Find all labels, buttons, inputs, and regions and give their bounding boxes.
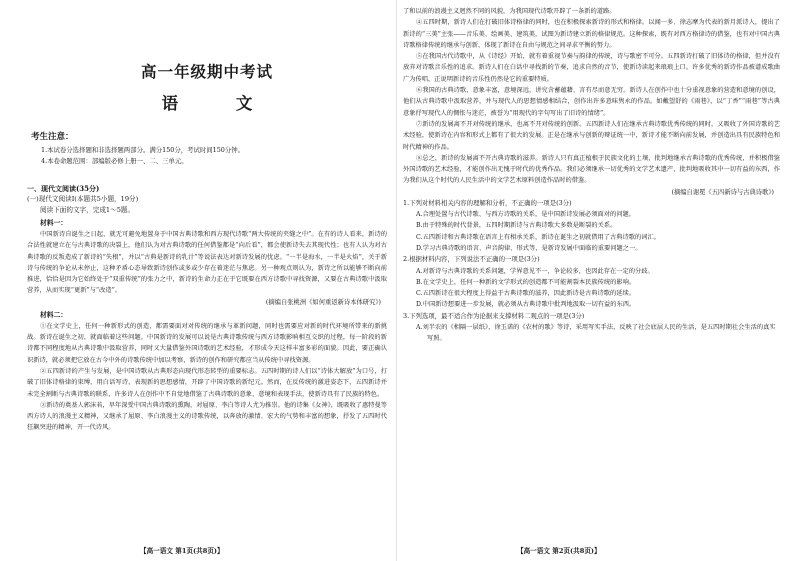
material2-continued: 了和以前的浪漫主义迥然不同的风貌，为我国现代诗歌开辟了一条新的道路。 [403,8,616,15]
reading-instruction: 阅读下面的文字，完成1～5题。 [40,206,135,214]
page-right [397,0,794,561]
notice-item: 1.本试卷分选择题和非选择题两部分。满分150分，考试时间150分钟。 [41,146,245,154]
question-2-option: A.对新诗与古典诗歌的关系问题，学界意见不一，争论较多，也因此存在一定的分歧。 [416,267,654,275]
page-footer: 【高一语文 第1页(共8页)】 [140,547,224,555]
material2-paragraph: ⑧总之，新诗的发展离不开古典诗歌的滋养。新诗人只有真正植根于民族文化的土壤，批判地继承古典诗歌的优秀传统，并积极借鉴外国诗歌的艺术经验，才能创作出无愧于时代的优秀作品。我们必须继承一切优秀的文学艺术遗产，批判地吸收其中一切有益的东西，作为我们从这个时代的人民生活中的文学艺术原料创造作品时的借鉴。 [403,154,780,185]
page-footer: 【高一语文 第2页(共8页)】 [517,547,601,555]
exam-title: 高一年级期中考试 [140,62,273,81]
material1-source: (摘编自张桃洲《如何重返新诗本体研究》) [265,298,381,306]
material1-paragraph: 中国新诗自诞生之日起，就无可避免地置身于中国古典诗歌和西方现代诗歌“两大传统的夹缝之中”。在有的诗人看来，新诗的合法性就建立在与古典诗歌的决裂上，他们认为对古典诗歌的任何借鉴都是“向后看”，都会使新诗失去其现代性；也有人认为对古典诗歌的反叛造成了新诗的“失根”，并以“古典是新诗的乳汁”等说法表达对新诗发展的忧虑。“一半是海水，一半是火焰”，关于新诗与传统的争论从未停止，这种矛盾心态导致新诗创作或多或少存在着迷茫与焦虑。另一种观点则认为，新诗之所以能够不断向前推进，恰恰是因为它始终处于“双重传统”的张力之中，新诗的生命力正在于它既要在西方诗歌中寻找资源，又要在古典诗歌中汲取营养，从而实现“更新”与“改造”。 [27,231,387,295]
section-heading: 一、现代文阅读(35分) [27,184,100,193]
material2-label: 材料二： [40,310,68,319]
question-1-option: C.五四新诗和古典诗歌在语言上有相承关系，新诗在诞生之初就借用了古典诗歌的词汇。 [416,233,661,241]
question-2-option: B.在文学史上，任何一种新的文学形式的创造都不可能割裂本民族传统的影响。 [416,278,636,286]
exam-subject: 语 文 [161,94,279,113]
material2-paragraph: ④五四时期，新诗人们在打破旧体诗格律的同时，也在积极探索新诗的形式和格律。以闻一多、徐志摩为代表的新月派诗人，提出了新诗的“三美”主张——音乐美、绘画美、建筑美，试图为新诗建立新的格律规范。这种探索，既有对西方格律诗的借鉴，也有对中国古典诗歌格律传统的继承与创新，体现了新诗在自由与规范之间寻求平衡的努力。 [403,19,780,49]
material2-paragraph: ①在文学史上，任何一种新形式的创造，都需要面对对传统的继承与革新问题，同时也需要应对新的时代环境所带来的新挑战。新诗在诞生之初，就面临着这些问题。中国新诗的发展可以说是古典诗歌传统与西方诗歌影响相互交织的过程，每一阶段的新诗都不同程度地从古典诗歌中汲取营养，同时又大量借鉴外国诗歌的艺术经验，才形成今天这样丰富多彩的面貌。因此，要正确认识新诗，就必须把它放在古今中外的诗歌传统中加以考察，新诗的创作和研究都应当从传统中寻找资源。 [27,322,387,364]
material2-paragraph: ⑦新诗的发展离不开对传统的继承，也离不开对传统的创新。五四新诗人们在继承古典诗歌优秀传统的同时，又吸收了外国诗歌的艺术经验，使新诗在内容和形式上都有了很大的发展。正是在继承与创新的辩证统一中，新诗才能不断向前发展，并创造出具有民族特色和时代精神的作品。 [403,120,780,151]
question-1-option: A.合理处置与古代诗歌、与西方诗歌的关系，是中国新诗发展必须面对的问题。 [416,211,635,219]
material2-paragraph: ⑤在我国古代诗歌中，从《诗经》开始，就有着重视节奏与韵律的传统，诗与歌密不可分。五四新诗打破了旧体诗的格律，但并没有放弃对诗歌音乐性的追求。新诗人们在白话中寻找新的节奏，追求自然的音节，使新诗读起来琅琅上口。许多优秀的新诗作品被谱成歌曲广为传唱，正说明新诗的音乐性仍然是它的重要特质。 [403,53,780,83]
question-3-option: A.刘半农的《相隔一层纸》，徐玉诺的《农村的歌》等诗，采用写实手法，反映了社会底层人民的生活，是五四时期社会生活的真实写照。 [416,324,776,343]
material2-paragraph: ⑥我国的古典诗歌，意象丰富，意境深远，讲究含蓄蕴藉、言有尽而意无穷。新诗人在创作中也十分重视意象的营造和意境的创设，他们从古典诗歌中汲取营养，并与现代人的思想情感相结合，创作出许多意味隽永的作品。如戴望舒的《雨巷》，以“丁香”“雨巷”等古典意象抒写现代人的惆怅与迷茫，被誉为“用现代的字句写出了旧诗的情绪”。 [403,87,780,117]
subsection-heading: (一)现代文阅读Ⅰ(本题共5小题，19分) [27,195,139,203]
question-2-option: D.中国新诗想要进一步发展，就必须从古典诗歌中批判地汲取一切有益的东西。 [416,301,636,309]
question-1-option: D.学习古典诗歌的语言、声音韵律、形式等，是新诗发展中面临的重要问题之一。 [416,244,642,252]
notice-item: 4.本卷命题范围：部编版必修上册一、二、三单元。 [41,157,188,165]
question-3-stem: 3.下列选项，最不适合作为论据来支撑材料二观点的一项是(3分) [403,311,585,320]
notice-heading: 考生注意： [31,132,74,142]
question-2-option: C.五四新诗在很大程度上得益于古典诗歌的滋养，因此新诗是古典诗歌的延续。 [416,290,636,298]
material1-label: 材料一： [40,219,68,227]
question-1-option: B.由于特殊的时代背景，五四时期新诗与古典诗歌大多数是断裂的关系。 [416,222,617,230]
material2-source: (摘编自谢冕《五四新诗与古典诗歌》) [671,188,774,196]
material2-paragraph: ③新诗的奠基人郭沫若，早年深受中国古典诗歌的熏陶，对屈原、李白等诗人尤为推崇。他的诗集《女神》，既吸收了惠特曼等西方诗人的浪漫主义精神，又继承了屈原、李白浪漫主义的诗歌传统，以奔放的激情、宏大的气势和丰富的想象，抒发了五四时代狂飙突进的精神，开一代诗风。 [27,401,387,432]
question-1-stem: 1.下列对材料相关内容的理解和分析，不正确的一项是(3分) [403,198,572,207]
question-2-stem: 2.根据材料内容，下列说法不正确的一项是(3分) [403,255,540,264]
material2-paragraph: ②五四新诗的产生与发展，是中国诗歌从古典形态向现代形态转型的重要标志。五四时期的诗人们以“诗体大解放”为口号，打破了旧体诗格律的束缚，用白话写诗，表现新的思想感情，开辟了中国诗歌的新纪元。然而，在反传统的激进姿态下，五四新诗并未完全割断与古典诗歌的联系，许多诗人在创作中不自觉地借鉴了古典诗歌的意象、意境和表现手法，使新诗具有了民族的特色。 [27,367,387,398]
